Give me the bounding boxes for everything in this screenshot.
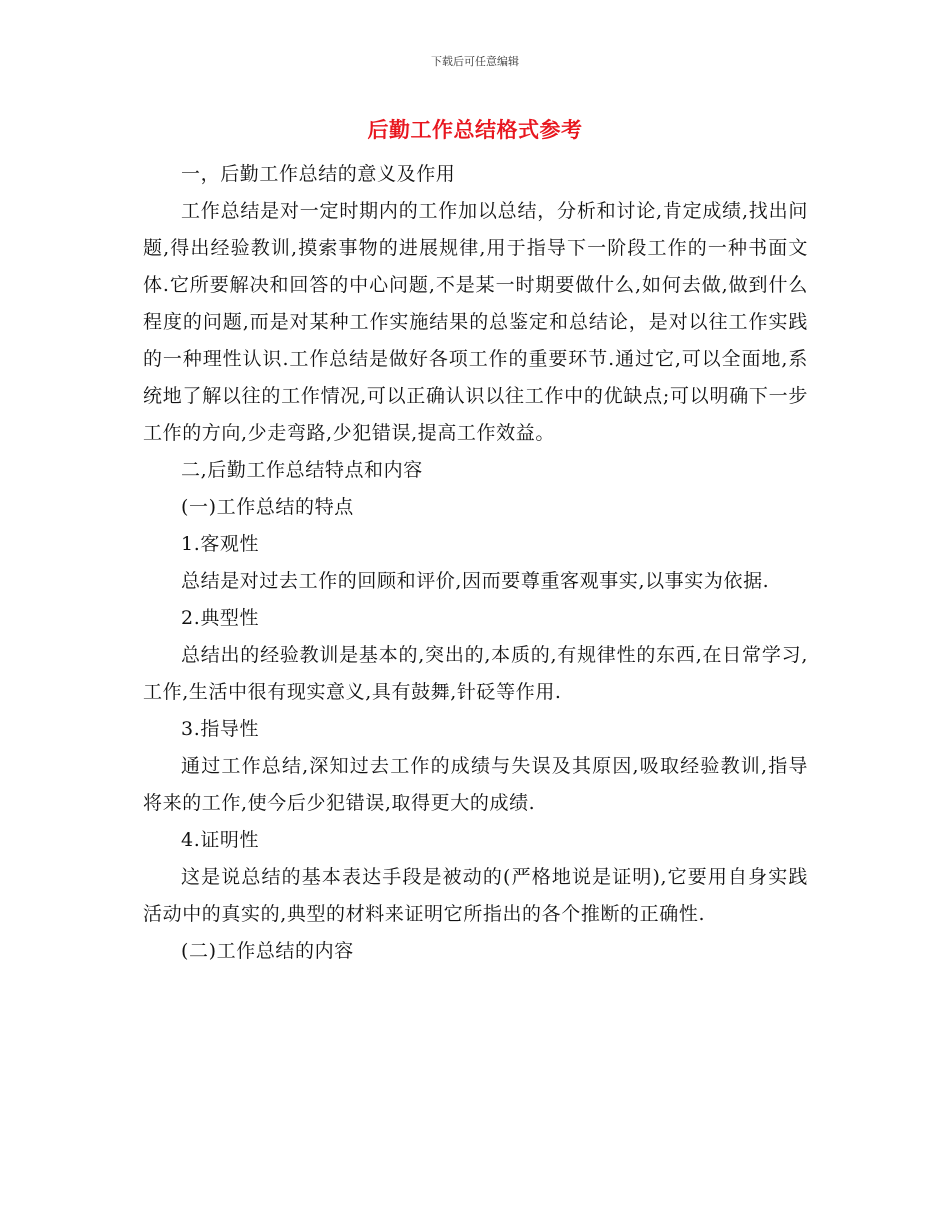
item-heading-proof: 4.证明性 [181,829,260,851]
document-title: 后勤工作总结格式参考 [367,118,583,142]
paragraph-typicality: 总结出的经验教训是基本的,突出的,本质的,有规律性的东西,在日常学习,工作,生活中很有现实意义,具有鼓舞,针砭等作用. [143,644,808,703]
section-heading-2: 二,后勤工作总结特点和内容 [181,459,423,481]
paragraph-proof: 这是说总结的基本表达手段是被动的(严格地说是证明),它要用自身实践活动中的真实的,典型的材料来证明它所指出的各个推断的正确性. [143,866,808,925]
section-heading-1: 一，后勤工作总结的意义及作用 [181,163,456,185]
paragraph-guidance: 通过工作总结,深知过去工作的成绩与失误及其原因,吸取经验教训,指导将来的工作,使今后少犯错误,取得更大的成绩. [143,755,808,814]
document-body [143,156,808,970]
subsection-heading-content: (二)工作总结的内容 [181,940,354,962]
item-heading-typicality: 2.典型性 [181,607,260,629]
subsection-heading-features: (一)工作总结的特点 [181,496,354,518]
item-heading-guidance: 3.指导性 [181,718,260,740]
item-heading-objectivity: 1.客观性 [181,533,260,555]
paragraph-intro: 工作总结是对一定时期内的工作加以总结，分析和讨论,肯定成绩,找出问题,得出经验教训,摸索事物的进展规律,用于指导下一阶段工作的一种书面文体.它所要解决和回答的中心问题,不是某一时期要做什么,如何去做,做到什么程度的问题,而是对某种工作实施结果的总鉴定和总结论，是对以往工作实践的一种理性认识.工作总结是做好各项工作的重要环节.通过它,可以全面地,系统地了解以往的工作情况,可以正确认识以往工作中的优缺点;可以明确下一步工作的方向,少走弯路,少犯错误,提高工作效益。 [143,200,808,444]
paragraph-objectivity: 总结是对过去工作的回顾和评价,因而要尊重客观事实,以事实为依据. [181,570,770,592]
page-header-note: 下载后可任意编辑 [431,55,519,68]
